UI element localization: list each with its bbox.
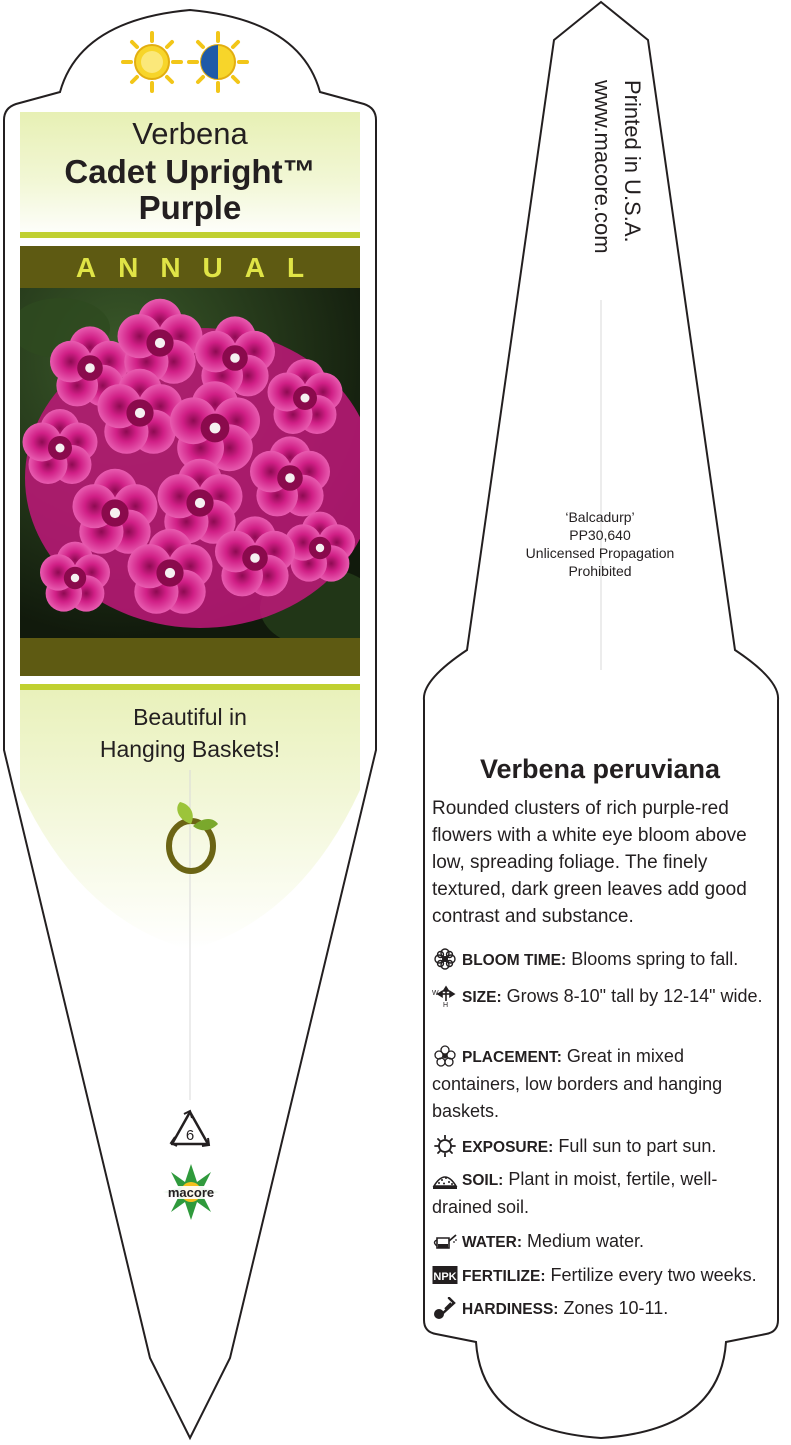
bloom-time-value: Blooms spring to fall.: [571, 949, 739, 969]
macore-logo-text: macore: [167, 1185, 215, 1200]
lime-divider-bottom: [20, 684, 360, 690]
printed-info: [555, 80, 647, 300]
hardiness-value: Zones 10-11.: [563, 1298, 669, 1318]
info-placement: [432, 1043, 772, 1125]
size-label: SIZE:: [462, 989, 502, 1006]
tagline-line2: Hanging Baskets!: [99, 736, 281, 762]
size-value: Grows 8-10" tall by 12-14" wide.: [506, 986, 763, 1006]
npk-icon-text: NPK: [433, 1271, 457, 1283]
placement-label: PLACEMENT:: [462, 1049, 562, 1066]
soil-label: SOIL:: [462, 1172, 504, 1189]
info-hardiness: [432, 1295, 772, 1323]
printed-in-text: Printed in U.S.A.: [620, 80, 645, 243]
patent-line4: Prohibited: [568, 563, 632, 579]
sun-icon: [432, 1135, 458, 1157]
info-size: [432, 983, 772, 1011]
fertilize-label: FERTILIZE:: [462, 1268, 546, 1285]
patent-line1: ‘Balcadurp’: [565, 509, 635, 525]
plant-description: Rounded clusters of rich purple-red flowers with a white eye bloom above low, spreading foliage. The finely textured, dark green leaves add good contrast and substance.: [432, 798, 747, 927]
svg-text:W: W: [432, 990, 439, 997]
part-sun-icon: [189, 33, 247, 91]
thermometer-icon: [432, 1297, 458, 1319]
info-fertilize: [432, 1262, 772, 1290]
flower-icon: [432, 948, 458, 970]
recycle-number: 6: [185, 1127, 195, 1144]
info-bloom-time: [432, 946, 772, 974]
latin-name: Verbena peruviana: [479, 754, 721, 784]
placement-value: Great in mixed containers, low borders and hanging baskets.: [432, 1046, 723, 1121]
hardiness-label: HARDINESS:: [462, 1301, 559, 1318]
sun-exposure-icons: [120, 30, 250, 94]
patent-line2: PP30,640: [569, 527, 631, 543]
soil-icon: [432, 1168, 458, 1190]
placement-icon: [432, 1045, 458, 1067]
water-label: WATER:: [462, 1234, 522, 1251]
water-value: Medium water.: [527, 1231, 645, 1251]
variety-name-line2: Purple: [138, 189, 242, 226]
annual-label: ANNUAL: [75, 252, 327, 283]
info-exposure: [432, 1133, 772, 1161]
bloom-time-label: BLOOM TIME:: [462, 952, 567, 969]
full-sun-icon: [123, 33, 181, 91]
watering-can-icon: [432, 1230, 458, 1252]
npk-icon: [432, 1264, 458, 1286]
lime-divider-top: [20, 232, 360, 238]
info-water: [432, 1228, 772, 1256]
tagline-line1: Beautiful in: [133, 704, 247, 730]
svg-text:H: H: [443, 1002, 449, 1007]
website-link[interactable]: www.macore.com: [590, 80, 615, 254]
recycle-6-icon: [168, 1108, 212, 1156]
genus-name: Verbena: [132, 116, 248, 151]
verbena-flower-photo: [20, 288, 360, 638]
macore-logo: [157, 1162, 225, 1222]
photo-bottom-band: [20, 638, 360, 676]
soil-value: Plant in moist, fertile, well-drained soil.: [432, 1169, 718, 1217]
size-arrows-icon: [432, 985, 458, 1007]
info-soil: [432, 1166, 772, 1221]
patent-line3: Unlicensed Propagation: [525, 545, 675, 561]
variety-name-line1: Cadet Upright™: [64, 153, 316, 190]
leaf-swirl-logo-icon: [160, 800, 222, 878]
fertilize-value: Fertilize every two weeks.: [550, 1265, 757, 1285]
exposure-label: EXPOSURE:: [462, 1139, 554, 1156]
exposure-value: Full sun to part sun.: [558, 1136, 717, 1156]
